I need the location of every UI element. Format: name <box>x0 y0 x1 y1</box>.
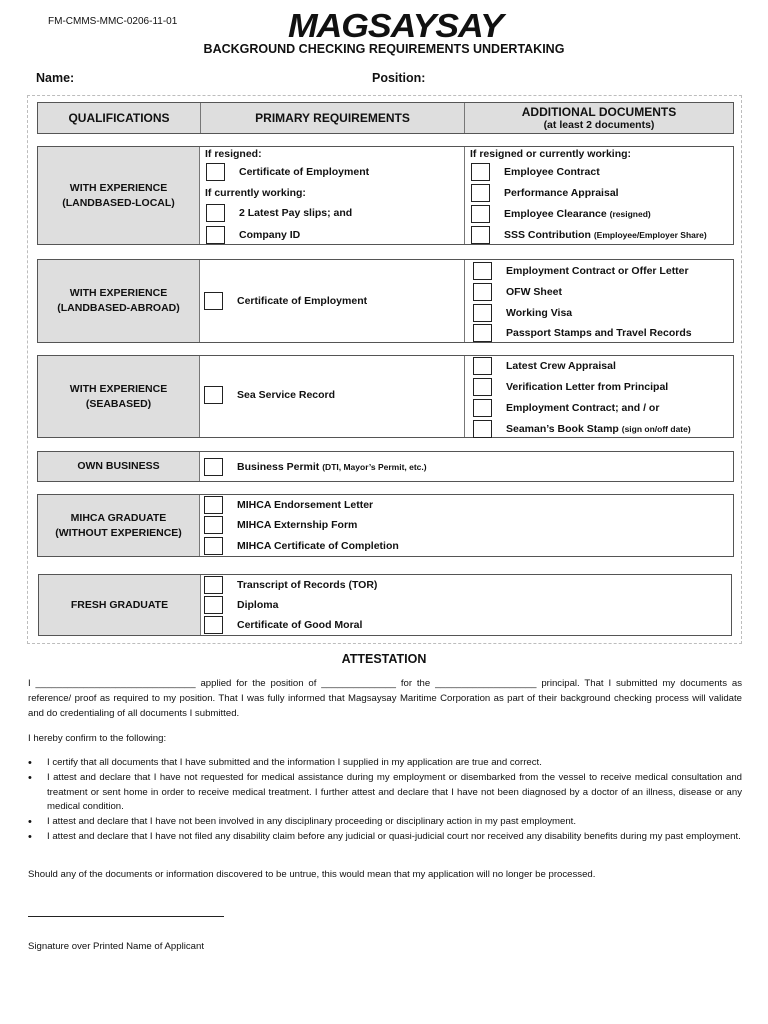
checkbox-pay-slips[interactable]: 2 Latest Pay slips; and <box>206 204 352 222</box>
additional-cell <box>465 356 733 437</box>
checkbox[interactable] <box>473 304 492 322</box>
checkbox[interactable] <box>204 616 223 634</box>
bullet-icon: • <box>28 757 32 769</box>
checkbox-ofw-sheet[interactable]: OFW Sheet <box>473 283 562 301</box>
checkbox-certificate-of-employment[interactable]: Certificate of Employment <box>206 163 369 181</box>
checkbox-employment-contract[interactable]: Employment Contract; and / or <box>473 399 659 417</box>
attestation-title: ATTESTATION <box>341 652 427 666</box>
checkbox-certificate-of-employment[interactable]: Certificate of Employment <box>204 292 367 310</box>
primary-cell <box>200 260 465 342</box>
qualification-cell <box>38 147 200 244</box>
qualification-label: MIHCA GRADUATE <box>70 511 167 524</box>
qualification-sublabel: (LANDBASED-LOCAL) <box>62 196 175 209</box>
bullet-icon: • <box>28 771 32 784</box>
document-title: BACKGROUND CHECKING REQUIREMENTS UNDERTAKING <box>203 42 565 56</box>
checkbox-business-permit[interactable]: Business Permit (DTI, Mayor’s Permit, etc.) <box>204 458 427 476</box>
checkbox-working-visa[interactable]: Working Visa <box>473 304 572 322</box>
checkbox[interactable] <box>204 576 223 594</box>
checkbox[interactable] <box>473 357 492 375</box>
section-own-business <box>37 451 734 482</box>
qualification-label: OWN BUSINESS <box>77 460 160 472</box>
checkbox-employee-clearance[interactable]: Employee Clearance (resigned) <box>471 205 651 223</box>
section-landbased-abroad <box>37 259 734 343</box>
checkbox-company-id[interactable]: Company ID <box>206 226 300 244</box>
checkbox[interactable] <box>473 283 492 301</box>
qualification-cell <box>38 495 200 556</box>
checkbox[interactable] <box>473 324 492 342</box>
checkbox-sea-service-record[interactable]: Sea Service Record <box>204 386 335 404</box>
position-label: Position: <box>372 71 426 85</box>
primary-header: PRIMARY REQUIREMENTS <box>201 103 465 133</box>
qualification-label: FRESH GRADUATE <box>70 598 169 611</box>
checkbox-transcript-of-records[interactable]: Transcript of Records (TOR) <box>204 576 377 594</box>
checkbox-sss-contribution[interactable]: SSS Contribution (Employee/Employer Share) <box>471 226 707 244</box>
primary-cell <box>200 452 733 481</box>
primary-cell <box>201 575 731 635</box>
checkbox[interactable] <box>204 496 223 514</box>
checkbox[interactable] <box>204 292 223 310</box>
checkbox[interactable] <box>204 386 223 404</box>
section-mihca-graduate <box>37 494 734 557</box>
checkbox-mihca-externship[interactable]: MIHCA Externship Form <box>204 516 357 534</box>
checkbox-passport-stamps[interactable]: Passport Stamps and Travel Records <box>473 324 692 342</box>
checkbox[interactable] <box>204 596 223 614</box>
checkbox[interactable] <box>473 378 492 396</box>
qualification-cell <box>39 575 201 635</box>
signature-label: Signature over Printed Name of Applicant <box>28 941 204 952</box>
checkbox-performance-appraisal[interactable]: Performance Appraisal <box>471 184 619 202</box>
checkbox-diploma[interactable]: Diploma <box>204 596 278 614</box>
checkbox[interactable] <box>206 163 225 181</box>
primary-cell <box>200 495 733 556</box>
checkbox-seamans-book-stamp[interactable]: Seaman’s Book Stamp (sign on/off date) <box>473 420 691 438</box>
checkbox-mihca-endorsement[interactable]: MIHCA Endorsement Letter <box>204 496 373 514</box>
checkbox[interactable] <box>204 516 223 534</box>
checkbox-latest-crew-appraisal[interactable]: Latest Crew Appraisal <box>473 357 616 375</box>
qualifications-header: QUALIFICATIONS <box>38 103 201 133</box>
additional-header-title: ADDITIONAL DOCUMENTS <box>521 105 677 119</box>
attestation-intro: I ______________________________ applied for the position of ______________ for the ___________________ principal. That I submitted my documents as reference/ proof as required to my position. That I was fully informed that Magsaysay Maritime Corporation as part of their background checking process will validate and do credentialing of all documents I submitted. <box>28 678 742 719</box>
list-item: • I certify that all documents that I have submitted and the information I supplied in my application are true and correct. <box>28 757 542 769</box>
qualification-sublabel: (SEABASED) <box>85 397 152 410</box>
checkbox[interactable] <box>471 205 490 223</box>
additional-cell <box>465 260 733 342</box>
list-item: • I attest and declare that I have not requested for medical assistance during my employment or disembarked from the vessel to receive medical consultation and treatment or sent home in order to receive medical treatment. I further attest and declare that I have not been diagnosed by a doctor of an illness, disease or any medical condition. <box>28 771 742 813</box>
section-seabased <box>37 355 734 438</box>
primary-cell <box>200 356 465 437</box>
checkbox[interactable] <box>471 184 490 202</box>
qualification-sublabel: (WITHOUT EXPERIENCE) <box>55 526 182 539</box>
primary-cell <box>200 147 465 244</box>
list-item: • I attest and declare that I have not been involved in any disciplinary proceeding or disciplinary action in my past employment. <box>28 816 577 829</box>
qualification-label: WITH EXPERIENCE <box>69 181 168 194</box>
qualification-cell <box>38 260 200 342</box>
qualification-cell <box>38 356 200 437</box>
additional-subhead: If resigned or currently working: <box>470 148 632 160</box>
qualification-label: WITH EXPERIENCE <box>69 382 168 395</box>
checkbox[interactable] <box>471 163 490 181</box>
checkbox[interactable] <box>473 399 492 417</box>
bullet-icon: • <box>28 816 32 829</box>
qualification-label: WITH EXPERIENCE <box>69 287 168 299</box>
table-header <box>37 102 734 134</box>
company-logo: MAGSAYSAY <box>288 7 503 44</box>
checkbox-verification-letter[interactable]: Verification Letter from Principal <box>473 378 668 396</box>
checkbox[interactable] <box>206 204 225 222</box>
checkbox-employee-contract[interactable]: Employee Contract <box>471 163 600 181</box>
if-working-label: If currently working: <box>205 187 306 199</box>
checkbox[interactable] <box>204 458 223 476</box>
qualification-cell <box>38 452 200 481</box>
additional-header <box>465 103 733 133</box>
signature-line[interactable] <box>28 916 224 917</box>
bullet-icon: • <box>28 830 32 843</box>
closing-statement: Should any of the documents or information discovered to be untrue, this would mean that my application will no longer be processed. <box>28 869 596 880</box>
section-landbased-local <box>37 146 734 245</box>
qualification-sublabel: (LANDBASED-ABROAD) <box>57 302 180 314</box>
checkbox[interactable] <box>204 537 223 555</box>
checkbox[interactable] <box>206 226 225 244</box>
checkbox[interactable] <box>473 420 492 438</box>
attestation-bullet-list <box>28 756 742 845</box>
if-resigned-label: If resigned: <box>205 148 262 160</box>
additional-header-sub: (at least 2 documents) <box>543 119 655 131</box>
confirm-label: I hereby confirm to the following: <box>28 733 167 744</box>
list-item: • I attest and declare that I have not filed any disability claim before any judicial or quasi-judicial court nor received any disability benefits during my past employment. <box>28 830 741 843</box>
checkbox-certificate-good-moral[interactable]: Certificate of Good Moral <box>204 616 362 634</box>
section-fresh-graduate <box>38 574 732 636</box>
additional-cell <box>465 147 733 244</box>
checkbox-employment-contract-offer[interactable]: Employment Contract or Offer Letter <box>473 262 689 280</box>
name-label: Name: <box>36 71 75 85</box>
form-code: FM-CMMS-MMC-0206-11-01 <box>48 16 178 27</box>
checkbox-mihca-certificate[interactable]: MIHCA Certificate of Completion <box>204 537 399 555</box>
checkbox[interactable] <box>471 226 490 244</box>
checkbox[interactable] <box>473 262 492 280</box>
